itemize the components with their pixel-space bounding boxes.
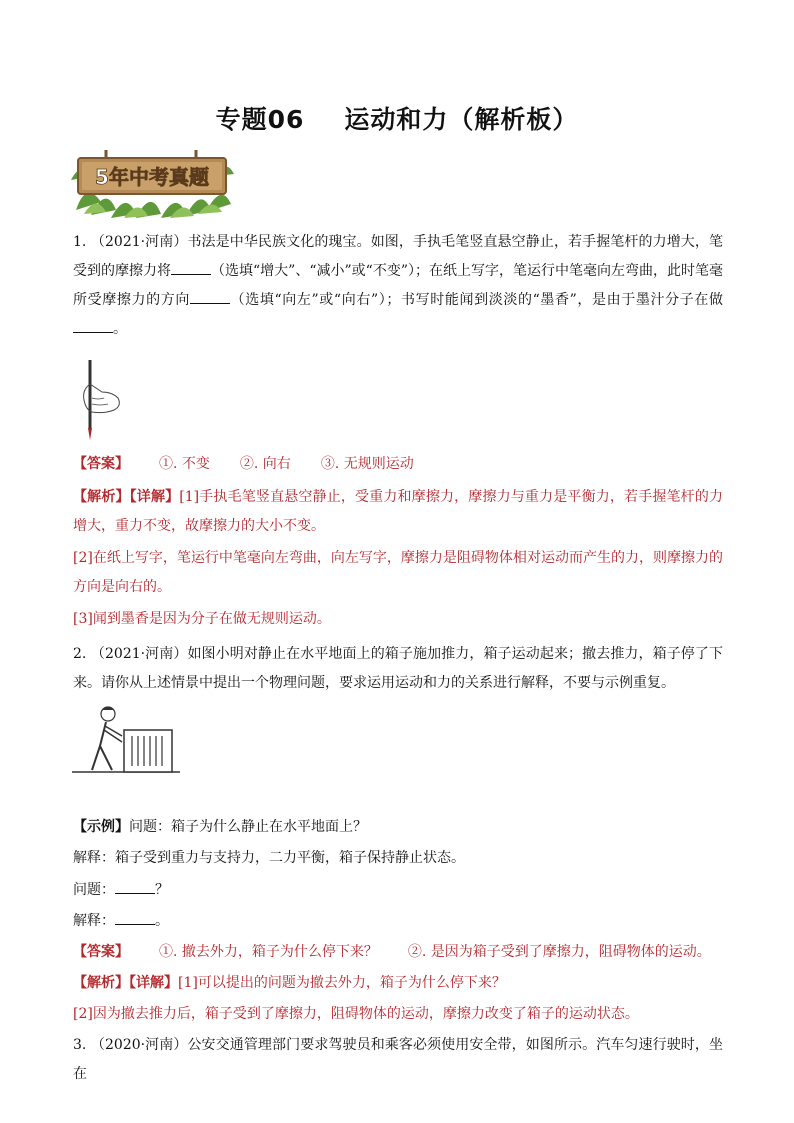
question-1-text: 1. （2021·河南）书法是中华民族文化的瑰宝。如图，手执毛笔竖直悬空静止，若手握笔杆的力增大，笔受到的摩擦力将 （选填“增大”、“减小”或“不变”）；在纸上写字，笔运行中笔毫向左弯曲，此时笔毫所受摩擦力的方向 （选填“向左”或“向右”）；书写时能闻到淡淡的“墨香”，是由于墨汁分子在做。 (73, 234, 724, 337)
question-3-text: 3. （2020·河南）公安交通管理部门要求驾驶员和乘客必须使用安全带，如图所示。汽车匀速行驶时，坐在 (73, 1037, 723, 1082)
badge-text: 5年中考真题 (95, 165, 209, 189)
push-box-figure (72, 702, 182, 778)
badge-sign-icon (66, 140, 236, 220)
analysis-2-item-2: [2]因为撤去推力后，箱子受到了摩擦力，阻碍物体的运动，摩擦力改变了箱子的运动状态。 (73, 1006, 639, 1022)
question-2-text: 2. （2021·河南）如图小明对静止在水平地面上的箱子施加推力，箱子运动起来；撤去推力，箱子停了下来。请你从上述情景中提出一个物理问题，要求运用运动和力的关系进行解释，不要与示例重复。 (73, 646, 723, 691)
analysis-1: 【解析】【详解】[1]手执毛笔竖直悬空静止，受重力和摩擦力，摩擦力与重力是平衡力，若手握笔杆的力增大，重力不变，故摩擦力的大小不变。 (73, 489, 723, 534)
example-question: 【示例】问题：箱子为什么静止在水平地面上？ (73, 819, 367, 835)
question-blank: 问题： ？ (73, 876, 723, 905)
answer-1: 【答案】 ①. 不变 ②. 向右 ③. 无规则运动 (73, 456, 414, 472)
analysis-1-item-2: [2]在纸上写字，笔运行中笔毫向左弯曲，向左写字，摩擦力是阻碍物体相对运动而产生的力，则摩擦力的方向是向右的。 (73, 550, 723, 595)
analysis-2: 【解析】【详解】[1]可以提出的问题为撤去外力，箱子为什么停下来？ (73, 975, 506, 991)
brush-hand-figure (78, 358, 128, 442)
analysis-1-item-3: [3]闻到墨香是因为分子在做无规则运动。 (73, 611, 331, 627)
answer-2: 【答案】 ①. 撤去外力，箱子为什么停下来？ ②. 是因为箱子受到了摩擦力，阻碍物体的运动。 (73, 944, 711, 960)
page-title: 专题06 运动和力（解析板） (215, 105, 579, 134)
explanation-blank: 解释： 。 (73, 907, 723, 936)
example-answer: 解释：箱子受到重力与支持力，二力平衡，箱子保持静止状态。 (73, 850, 465, 866)
